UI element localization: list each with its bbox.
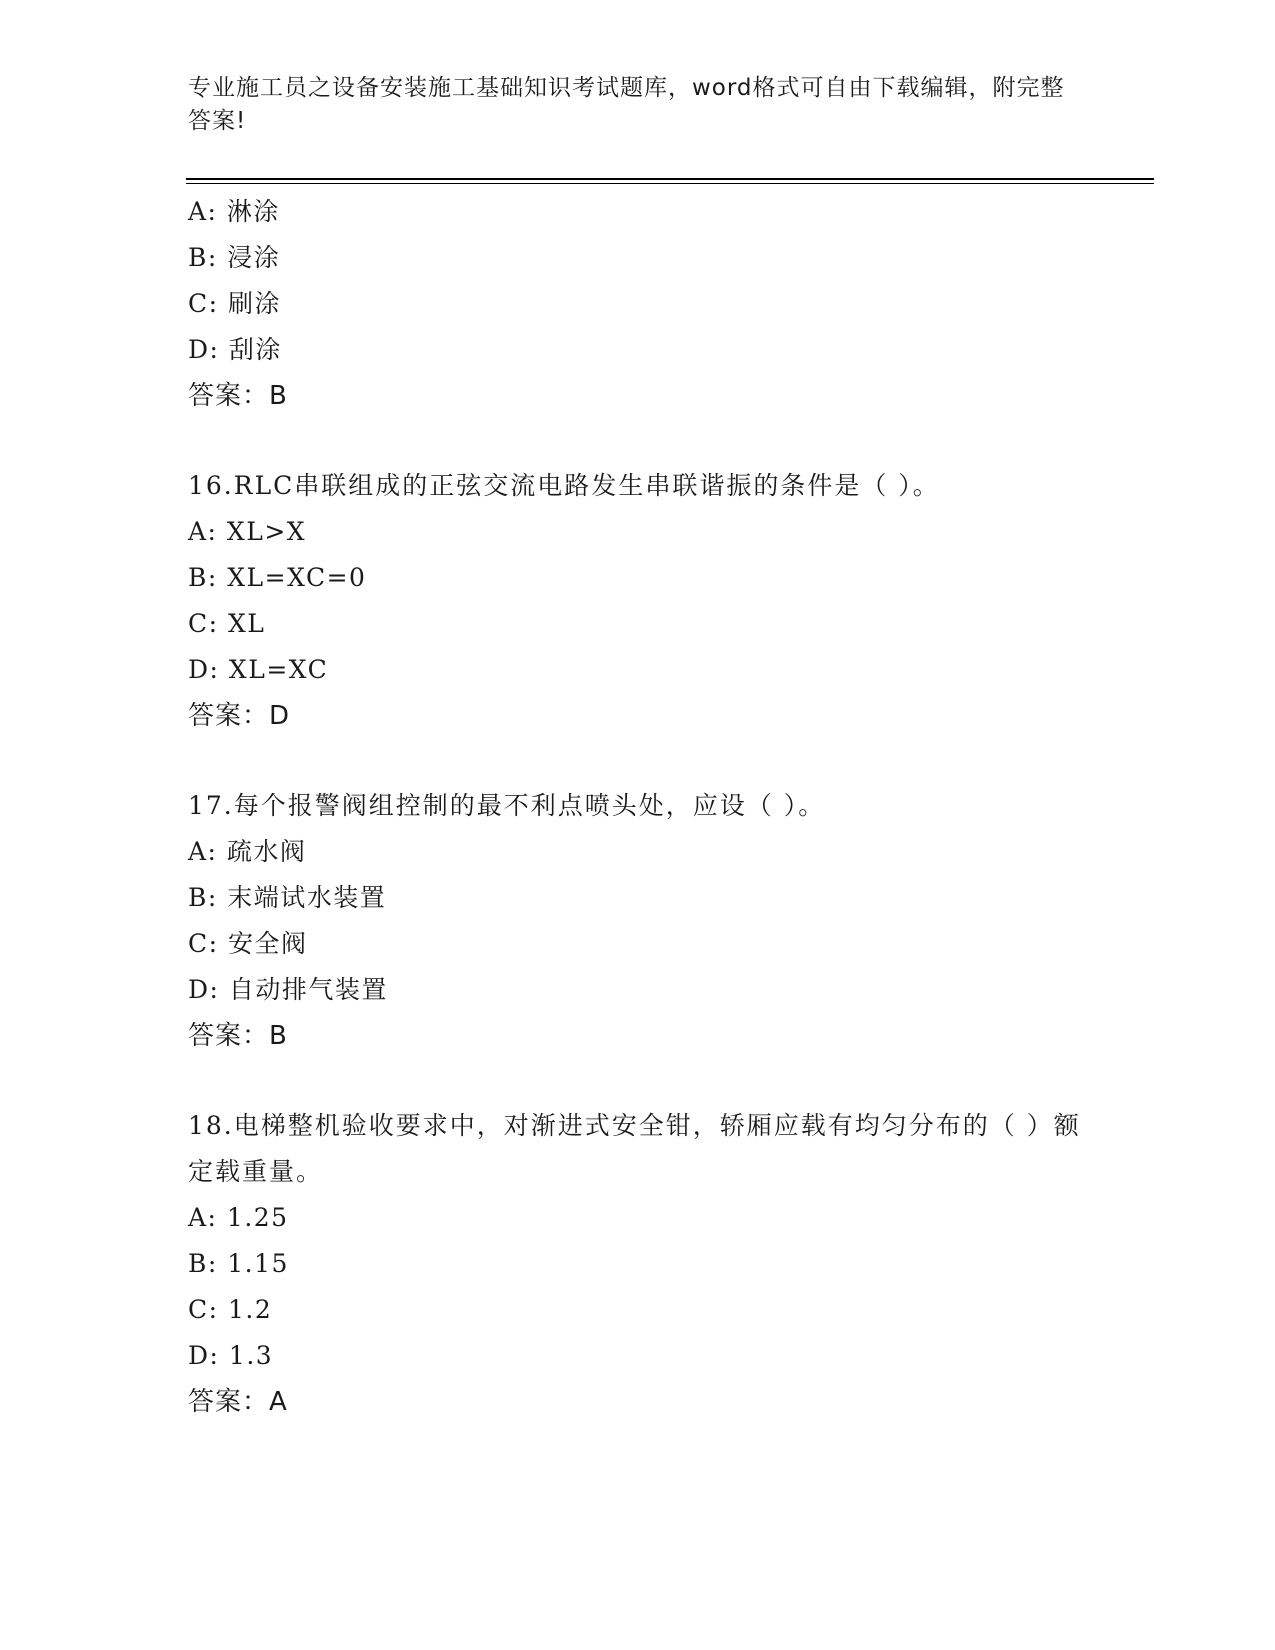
page-header-text: 专业施工员之设备安装施工基础知识考试题库，word格式可自由下载编辑，附完整答案! bbox=[188, 75, 1065, 134]
option-d: D: 刮涂 bbox=[188, 335, 282, 364]
option-c: C: 刷涂 bbox=[188, 289, 281, 318]
option-c: C: 1.2 bbox=[188, 1295, 273, 1324]
option-c: C: XL bbox=[188, 609, 266, 638]
option-b: B: XL=XC=0 bbox=[188, 563, 367, 592]
option-d: D: 自动排气装置 bbox=[188, 975, 388, 1004]
option-d: D: XL=XC bbox=[188, 655, 329, 684]
header-rule-thick bbox=[186, 178, 1154, 180]
option-b: B: 浸涂 bbox=[188, 243, 281, 272]
question-list bbox=[188, 189, 1088, 1425]
answer-line: 答案：B bbox=[188, 381, 288, 411]
question-block-15 bbox=[188, 189, 1088, 419]
answer-line: 答案：B bbox=[188, 1021, 288, 1051]
answer-line: 答案：D bbox=[188, 701, 291, 731]
option-d: D: 1.3 bbox=[188, 1341, 274, 1370]
question-block-16 bbox=[188, 463, 1088, 739]
question-text: 16.RLC串联组成的正弦交流电路发生串联谐振的条件是（ ）。 bbox=[188, 471, 940, 500]
option-b: B: 1.15 bbox=[188, 1249, 289, 1278]
option-a: A: XL>X bbox=[188, 517, 307, 546]
question-text: 18.电梯整机验收要求中，对渐进式安全钳，轿厢应载有均匀分布的（ ）额定载重量。 bbox=[188, 1111, 1081, 1186]
spacer bbox=[188, 419, 1088, 463]
option-b: B: 末端试水装置 bbox=[188, 883, 387, 912]
spacer bbox=[188, 1059, 1088, 1103]
option-c: C: 安全阀 bbox=[188, 929, 308, 958]
question-text: 17.每个报警阀组控制的最不利点喷头处，应设（ ）。 bbox=[188, 791, 826, 820]
question-block-18 bbox=[188, 1103, 1088, 1425]
option-a: A: 淋涂 bbox=[188, 197, 280, 226]
option-a: A: 疏水阀 bbox=[188, 837, 307, 866]
spacer bbox=[188, 739, 1088, 783]
answer-line: 答案：A bbox=[188, 1387, 288, 1417]
option-a: A: 1.25 bbox=[188, 1203, 289, 1232]
header-rule-thin bbox=[186, 183, 1154, 184]
question-block-17 bbox=[188, 783, 1088, 1059]
